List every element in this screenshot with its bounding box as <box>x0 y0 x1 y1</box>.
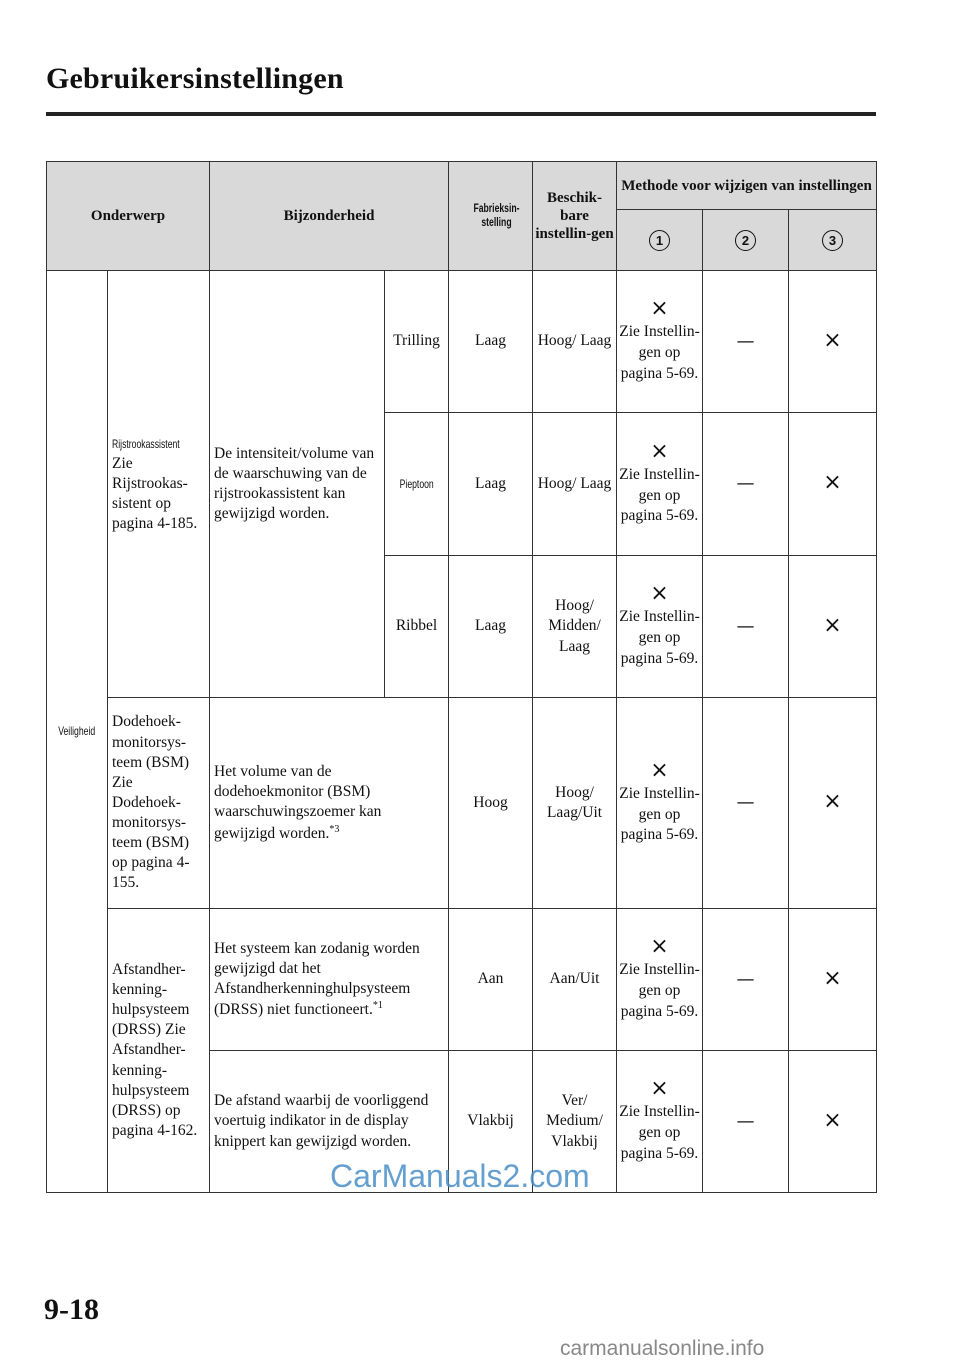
watermark-carmanualsonline: carmanualsonline.info <box>560 1337 765 1360</box>
dash-icon: — <box>736 792 755 814</box>
header-onderwerp: Onderwerp <box>47 162 210 271</box>
factory-value: Laag <box>449 271 533 413</box>
dash-icon: — <box>736 330 755 352</box>
method-3-cell <box>789 698 877 909</box>
cross-icon: × <box>823 965 842 991</box>
header-beschikbare: Beschik-bare instellin-gen <box>533 162 617 271</box>
cross-icon: × <box>823 327 842 353</box>
factory-value: Laag <box>449 413 533 556</box>
settings-table <box>46 161 877 1193</box>
method-2-cell <box>703 271 789 413</box>
header-fabrieksinstelling: Fabrieksin-stelling <box>449 162 533 271</box>
page-number: 9-18 <box>44 1293 99 1326</box>
method-3-cell <box>789 271 877 413</box>
see-text: Zie Instellin-gen op pagina 5-69. <box>619 608 700 667</box>
dash-icon: — <box>736 615 755 637</box>
circled-2-icon: 2 <box>735 230 756 251</box>
method-3-cell <box>789 556 877 698</box>
detail-lane: De intensiteit/volume van de waarschuwing van de rijstrookassistent kan gewijzigd worden. <box>210 271 385 698</box>
cross-icon: × <box>823 612 842 638</box>
available-value: Hoog/ Laag <box>533 271 617 413</box>
method-3-cell <box>789 413 877 556</box>
header-method-1 <box>617 210 703 271</box>
method-1-cell <box>617 909 703 1051</box>
page-title: Gebruikersinstellingen <box>46 62 344 95</box>
factory-value: Laag <box>449 556 533 698</box>
cross-icon: × <box>823 470 842 496</box>
detail-drss-2: De afstand waarbij de voorliggend voertuig indikator in de display knippert kan gewijzigd worden. <box>210 1051 449 1193</box>
factory-value: Vlakbij <box>449 1051 533 1193</box>
factory-value: Aan <box>449 909 533 1051</box>
subject-lane <box>108 271 210 698</box>
available-value: Hoog/ Midden/ Laag <box>533 556 617 698</box>
header-method-2 <box>703 210 789 271</box>
circled-3-icon: 3 <box>822 230 843 251</box>
dash-icon: — <box>736 1110 755 1132</box>
dash-icon: — <box>736 473 755 495</box>
lane-sub-label: Trilling <box>385 271 449 413</box>
cross-icon: × <box>650 934 669 960</box>
cross-icon: × <box>823 789 842 815</box>
cross-icon: × <box>650 757 669 783</box>
cross-icon: × <box>650 438 669 464</box>
detail-bsm: Het volume van de dodehoekmonitor (BSM) waarschuwingszoemer kan gewijzigd worden.$^{*3}$ <box>210 698 449 909</box>
watermark-carmanuals2: CarManuals2.com <box>330 1158 590 1194</box>
title-rule <box>46 112 876 116</box>
subject-lane-text: Zie Rijstrookas-sistent op pagina 4-185. <box>112 454 198 533</box>
cross-icon: × <box>650 296 669 322</box>
cross-icon: × <box>650 581 669 607</box>
circled-1-icon: 1 <box>649 230 670 251</box>
detail-drss-1: Het systeem kan zodanig worden gewijzigd dat het Afstandherkenninghulpsysteem (DRSS) niet functioneert.$^{*1}$ <box>210 909 449 1051</box>
method-1-cell <box>617 413 703 556</box>
method-2-cell <box>703 698 789 909</box>
available-value: Aan/Uit <box>533 909 617 1051</box>
method-1-cell <box>617 271 703 413</box>
lane-sub-label: Ribbel <box>385 556 449 698</box>
method-2-cell <box>703 413 789 556</box>
header-bijzonderheid: Bijzonderheid <box>210 162 449 271</box>
dash-icon: — <box>736 968 755 990</box>
method-2-cell <box>703 1051 789 1193</box>
see-text: Zie Instellin-gen op pagina 5-69. <box>619 961 700 1020</box>
cross-icon: × <box>823 1107 842 1133</box>
available-value: Hoog/ Laag <box>533 413 617 556</box>
method-3-cell <box>789 1051 877 1193</box>
header-method-3 <box>789 210 877 271</box>
method-2-cell <box>703 556 789 698</box>
category-cell: Veiligheid <box>47 271 108 1193</box>
method-1-cell <box>617 698 703 909</box>
method-1-cell <box>617 556 703 698</box>
cross-icon: × <box>650 1076 669 1102</box>
available-value: Hoog/ Laag/Uit <box>533 698 617 909</box>
subject-bsm: Dodehoek-monitorsys-teem (BSM) Zie Dodehoek-monitorsys-teem (BSM) op pagina 4-155. <box>108 698 210 909</box>
subject-lane-title: Rijstrookassistent <box>112 436 180 451</box>
method-3-cell <box>789 909 877 1051</box>
see-text: Zie Instellin-gen op pagina 5-69. <box>619 323 700 382</box>
method-1-cell <box>617 1051 703 1193</box>
see-text: Zie Instellin-gen op pagina 5-69. <box>619 1103 700 1162</box>
factory-value: Hoog <box>449 698 533 909</box>
subject-drss: Afstandher-kenning-hulpsysteem (DRSS) Zie Afstandher-kenning-hulpsysteem (DRSS) op pagina 4-162. <box>108 909 210 1193</box>
available-value: Ver/ Medium/ Vlakbij <box>533 1051 617 1193</box>
see-text: Zie Instellin-gen op pagina 5-69. <box>619 465 700 525</box>
lane-sub-label: Pieptoon <box>385 413 449 556</box>
method-2-cell <box>703 909 789 1051</box>
header-methode: Methode voor wijzigen van instellingen <box>617 162 877 210</box>
see-text: Zie Instellin-gen op pagina 5-69. <box>619 784 700 844</box>
